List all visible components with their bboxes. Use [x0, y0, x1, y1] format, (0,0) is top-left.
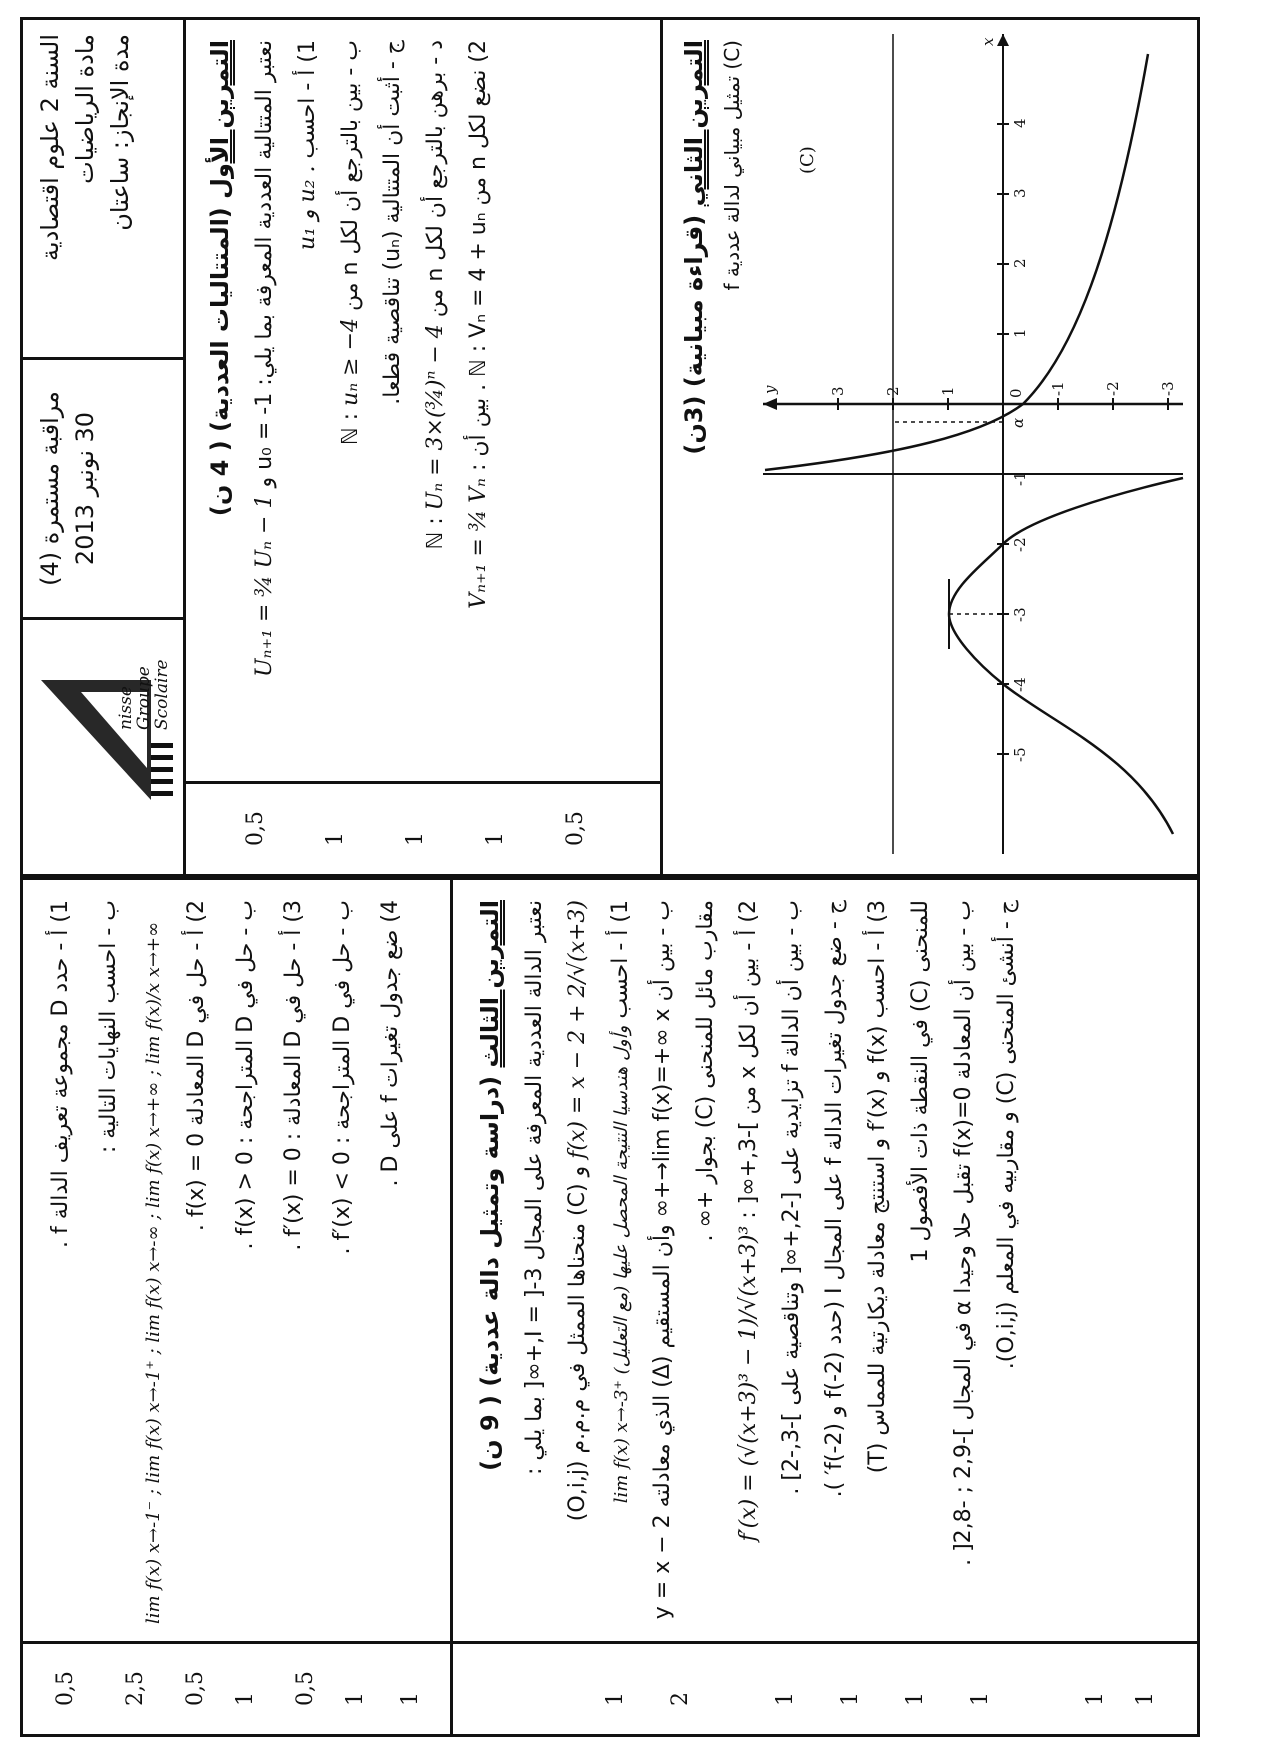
exercise-3-topic: (دراسة وتمثيل دالة عددية) [476, 1075, 504, 1387]
exercise-3-body [453, 880, 1197, 1644]
question [367, 900, 415, 1624]
question [857, 900, 900, 1624]
question-label: ب - بين بالترجع أن لكل n من ℕ : [337, 40, 363, 445]
header-class-info [23, 20, 183, 360]
mark: 1 [838, 1692, 863, 1706]
question [319, 900, 367, 1624]
mark: 0,5 [53, 1671, 78, 1706]
question-label: ب - بين أن المعادلة f(x)=0 تقبل حلا وحيدا α في المجال ]-2,9 ; -2,8[ . [950, 900, 976, 1566]
exercise-3-title: التمرين الثالث [476, 900, 504, 1068]
function-graph [753, 20, 1197, 874]
exercise-2-title-line [671, 40, 718, 854]
header-exam-info [23, 360, 183, 620]
mark: 1 [323, 832, 348, 846]
question-label: 3) أ - احسب f(x) و f′(x) و استنتج معادلة ديكارتية للمماس (T) [864, 900, 890, 1474]
function-tail: و (C) منحناها الممثل في م.م.م (O,i,j) [564, 1165, 590, 1522]
question [372, 40, 415, 764]
question [986, 900, 1029, 1624]
exercise-2-intro: (C) تمثيل مبياني لدالة عددية f [719, 40, 744, 291]
y-axis-arrow-icon [763, 398, 777, 410]
question-label: ب - حل في D المتراجحة : f(x) > 0 . [232, 900, 258, 1250]
x-tick-label: 4 [1011, 118, 1029, 128]
mark: 1 [1083, 1692, 1108, 1706]
question-math: Vₙ₊₁ = ¾ Vₙ [466, 478, 492, 609]
question [771, 900, 814, 1624]
exercise-3-marks [453, 1641, 1197, 1734]
mark: 1 [773, 1692, 798, 1706]
mark: 1 [1133, 1692, 1158, 1706]
x-axis-arrow-icon [997, 34, 1009, 46]
curve-label: (C) [797, 146, 818, 174]
exercise-3-points: ( 9 ن) [476, 1395, 504, 1471]
mark: 0,5 [243, 811, 268, 846]
question [415, 40, 458, 764]
question-math: uₙ ≥ −4 [337, 318, 363, 406]
question [814, 900, 857, 1624]
question-label: 4) ضع جدول تغيرات f على D . [377, 900, 403, 1187]
exercise-1-points: ( 4 ن) [206, 440, 234, 517]
logo-brand-1: nisse [116, 686, 136, 730]
exam-date: 30 نونبر 2013 [70, 411, 99, 566]
exercise-1-body [183, 20, 660, 784]
logo-bars-icon [151, 736, 173, 796]
function-formula: f(x) = x − 2 + 2/√(x+3) [564, 900, 590, 1159]
exercise-1-heading [197, 40, 244, 764]
mark: 1 [233, 1692, 258, 1706]
exercise-1 [183, 20, 663, 874]
x-tick-label: 2 [1011, 258, 1029, 268]
mark: 2 [668, 1692, 693, 1706]
question-label: 1) أ - حدد D مجموعة تعريف الدالة f . [48, 900, 73, 1248]
mark: 0,5 [563, 811, 588, 846]
x-tick-label: -1 [1011, 471, 1029, 486]
question [900, 900, 943, 1624]
exercise-1-intro [244, 40, 287, 764]
question-label: ب - حل في D المتراجحة : f′(x) < 0 . [329, 900, 355, 1255]
question [37, 900, 85, 1624]
exercise-3 [453, 880, 1197, 1734]
class-line: السنة 2 علوم اقتصادية [36, 34, 64, 261]
question-label: مقارب مائل للمنحنى (C) بجوار +∞ . [693, 900, 719, 1242]
y-axis-label: y [761, 385, 779, 394]
question [642, 900, 685, 1624]
exam-title: مراقبة مستمرة (4) [36, 391, 64, 586]
question-label: ج - أنشئ المنحنى (C) و مقاربيه في المعلم (O,i,j). [993, 900, 1019, 1370]
question-label: 1) أ - احسب [294, 40, 320, 159]
question-label: 2) أ - بين أن لكل x من ]-3,+∞[ : [736, 900, 762, 1219]
exercise-3-intro: نعتبر الدالة العددية المعرفة على المجال I = ]-3,+∞[ بما يلي : [521, 900, 547, 1475]
question-math: Uₙ = 3×(¾)ⁿ − 4 [423, 324, 449, 511]
x-tick-label: 3 [1011, 188, 1029, 198]
question-label: للمنحنى (C) في النقطة ذات الأفصول 1 [907, 900, 933, 1263]
question-label: 3) أ - حل في D المعادلة : f′(x) = 0 . [281, 900, 307, 1251]
exercise-2-questions-marks [23, 1641, 450, 1734]
question-label: د - برهن بالترجع أن لكل n من ℕ : [423, 40, 449, 550]
exercise-2-questions [23, 880, 453, 1734]
mark: 1 [483, 832, 508, 846]
question [458, 40, 501, 764]
logo-brand [118, 620, 172, 730]
x-axis-label: x [979, 37, 997, 46]
question [330, 40, 373, 764]
subject-line: مادة الرياضيات [70, 34, 99, 184]
mark: 1 [603, 1692, 628, 1706]
x-tick-label: -5 [1011, 747, 1029, 762]
exercise-1-title: التمرين الأول [206, 40, 234, 199]
exercise-1-marks [183, 781, 660, 874]
mark: 0,5 [293, 1671, 318, 1706]
question-math: lim f(x) x→-3⁺ وأول هندسيا النتيجة المحصل عليها (مع التعليل) [610, 1025, 632, 1504]
question [600, 900, 643, 1624]
x-tick-label: -4 [1011, 677, 1029, 692]
y-tick-label: -2 [1104, 381, 1122, 396]
mark: 1 [968, 1692, 993, 1706]
page-right-half [20, 17, 1200, 877]
graph-svg [753, 20, 1193, 874]
question [85, 900, 133, 1624]
exercise-2 [663, 20, 1197, 874]
page-left-half [20, 877, 1200, 1737]
question [222, 900, 270, 1624]
question [943, 900, 986, 1624]
logo-brand-2: Groupe Scolaire [133, 659, 172, 730]
question-label: ب - احسب النهايات التالية : [96, 900, 122, 1154]
origin-label: 0 [1007, 388, 1025, 398]
question [728, 900, 771, 1624]
question [270, 900, 318, 1624]
question-math: u₁ و u₂ . [294, 165, 320, 251]
question-math: lim f(x) x→-1⁻ ; lim f(x) x→-1⁺ ; lim f(x) x→-∞ ; lim f(x) x→+∞ ; lim f(x)/x x→+∞ [142, 921, 164, 1624]
question-label: ب - بين أن الدالة f تزايدية على [-2,+∞[ وتناقصية على ]-3,-2] . [779, 900, 805, 1495]
x-tick-label: -2 [1011, 537, 1029, 552]
school-logo [23, 620, 183, 860]
intro-text: نعتبر المتتالية العددية المعرفة بما يلي: u₀ = -1 و [251, 40, 277, 488]
curve-left-branch [949, 478, 1183, 834]
question-label: 2) أ - حل في D المعادلة f(x) = 0 . [184, 900, 210, 1232]
question [287, 40, 330, 764]
mark: 1 [403, 832, 428, 846]
function-definition [557, 900, 600, 1624]
question-math: f′(x) = (√(x+3)³ − 1)/√(x+3)³ [736, 1225, 762, 1542]
question-label: ج - ضع جدول تغيرات الدالة f على المجال I (حدد f(-2) و f(-2)′ ). [822, 900, 848, 1498]
mark: 1 [343, 1692, 368, 1706]
mark: 1 [903, 1692, 928, 1706]
question-label: 2) نضع لكل n من ℕ : Vₙ = 4 + uₙ . بين أن : [466, 40, 492, 472]
y-tick-label: -3 [1159, 381, 1177, 396]
y-tick-label: 2 [884, 386, 902, 396]
exercise-2-questions-body [23, 880, 450, 1644]
question-label: ج - أثبت أن المتتالية (uₙ) تناقصية قطعا. [380, 40, 406, 405]
exercise-1-topic: (المتتاليات العددية) [206, 207, 234, 432]
mark: 2,5 [123, 1671, 148, 1706]
mark: 0,5 [183, 1671, 208, 1706]
exam-header [23, 20, 186, 874]
exercise-2-points: (3ن) [680, 395, 708, 455]
mark: 1 [398, 1692, 423, 1706]
question [685, 900, 728, 1624]
question [173, 900, 221, 1624]
exercise-2-topic: (قراءة مبيانية) [680, 214, 708, 388]
recurrence-formula: Uₙ₊₁ = ¾ Uₙ − 1 [251, 494, 277, 678]
duration-line: مدة الإنجاز: ساعتان [105, 34, 134, 231]
y-tick-label: 1 [939, 386, 957, 396]
y-tick-label: 3 [829, 386, 847, 396]
x-tick-label: 1 [1011, 328, 1029, 338]
exercise-2-title: التمرين الثاني [680, 40, 708, 207]
question-label: 1) أ - احسب [607, 900, 633, 1019]
question-label: ب - بين أن lim f(x)=+∞ x→+∞ وأن المستقيم (Δ) الذي معادلته y = x − 2 [650, 900, 676, 1620]
exercise-3-heading [467, 900, 514, 1624]
alpha-label: α [1009, 417, 1027, 428]
x-tick-label: -3 [1011, 607, 1029, 622]
curve-right-branch [765, 54, 1148, 470]
y-tick-label: -1 [1049, 381, 1067, 396]
